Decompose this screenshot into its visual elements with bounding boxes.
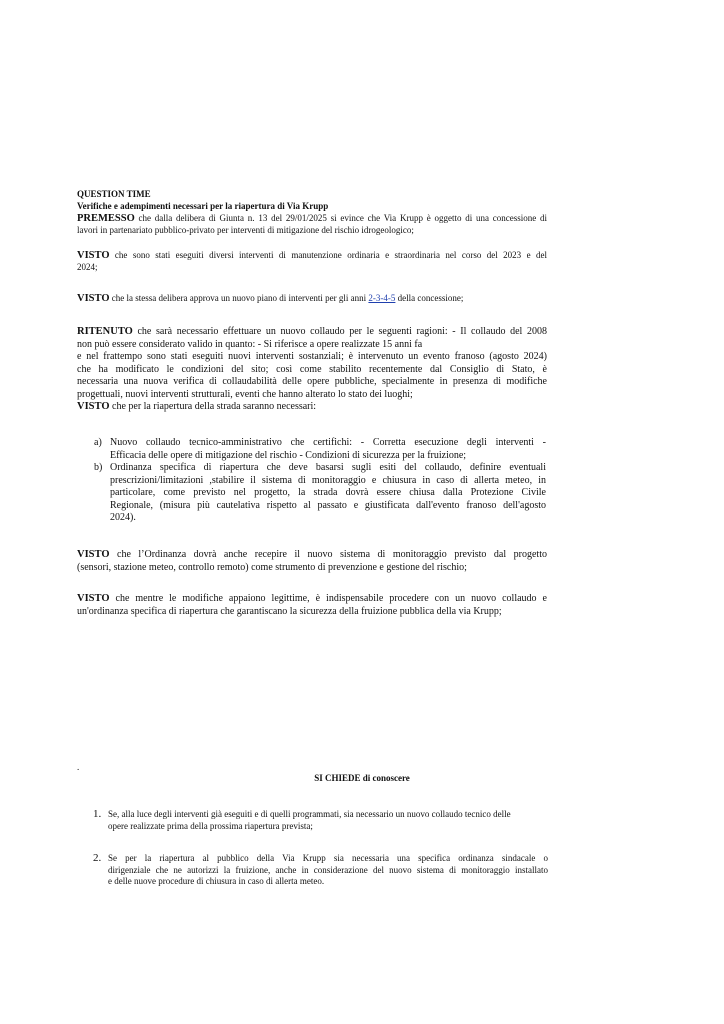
visto-5-line-1: che mentre le modifiche appaiono legittime, è indispensabile procedere con un nuovo collaudo e bbox=[109, 593, 547, 604]
question-marker-1: 1. bbox=[93, 808, 102, 820]
si-chiede-heading bbox=[0, 773, 724, 785]
visto-2-text-after: della concessione; bbox=[395, 293, 464, 303]
visto-paragraph-4 bbox=[77, 549, 547, 574]
document-title: QUESTION TIME bbox=[77, 189, 151, 199]
visto-5-line-2: un'ordinanza specifica di riapertura che garantiscano la sicurezza della fruizione pubblica della via Krupp; bbox=[77, 605, 502, 617]
visto-2-lead: VISTO bbox=[77, 293, 110, 304]
visto-2-text-before: che la stessa delibera approva un nuovo piano di interventi per gli anni bbox=[109, 293, 369, 303]
interventions-years-link[interactable]: 2-3-4-5 bbox=[368, 293, 396, 303]
list-item-b-line-3: particolare, come previsto nel progetto, la strada dovrà essere chiusa dalla Protezione Civile bbox=[110, 487, 546, 498]
visto-4-line-2: (sensori, stazione meteo, controllo remoto) come strumento di prevenzione e gestione del rischio; bbox=[77, 561, 467, 573]
question-marker-2: 2. bbox=[93, 852, 102, 864]
stray-dot: . bbox=[77, 762, 80, 772]
premesso-line-2: lavori in partenariato pubblico-privato per interventi di mitigazione del rischio idrogeologico; bbox=[77, 224, 414, 235]
question-2-line-1: Se per la riapertura al pubblico della Via Krupp sia necessaria una specifica ordinanza sindacale o bbox=[108, 853, 548, 863]
premesso-lead: PREMESSO bbox=[77, 213, 135, 224]
question-1-line-2: opere realizzate prima della prossima riapertura prevista; bbox=[108, 820, 313, 831]
list-marker-a: a) bbox=[94, 437, 102, 448]
visto-1-line-1: che sono stati eseguiti diversi interventi di manutenzione ordinaria e straordinaria nel corso del 2023 e del bbox=[109, 250, 547, 260]
list-item-b-line-1: Ordinanza specifica di riapertura che deve basarsi sugli esiti del collaudo, definire eventuali bbox=[110, 462, 546, 473]
visto-5-lead: VISTO bbox=[77, 593, 110, 604]
visto-4-lead: VISTO bbox=[77, 549, 110, 560]
ritenuto-line-4: che ha modificato le condizioni del sito; così come stabilito recentemente dal Consiglio di Stato, è bbox=[77, 363, 547, 375]
ritenuto-line-3: e nel frattempo sono stati eseguiti nuovi interventi sostanziali; è intervenuto un evento franoso (agosto 2024) bbox=[77, 351, 547, 362]
visto-4-line-1: che l’Ordinanza dovrà anche recepire il nuovo sistema di monitoraggio previsto dal progetto bbox=[109, 549, 547, 560]
list-item-b-line-4: Regionale, (misura più cautelativa rispetto al passato e giustificata dall'evento franoso dell'agosto bbox=[110, 499, 546, 511]
visto-paragraph-2 bbox=[77, 293, 547, 305]
ritenuto-paragraph bbox=[77, 326, 547, 414]
ritenuto-line-1: che sarà necessario effettuare un nuovo collaudo per le seguenti ragioni: - Il collaudo del 2008 bbox=[132, 326, 547, 337]
si-chiede-text: di conoscere bbox=[360, 773, 410, 783]
list-item-a-line-2: Efficacia delle opere di mitigazione del rischio - Condizioni di sicurezza per la fruizione; bbox=[110, 449, 467, 461]
list-item-a-line-1: Nuovo collaudo tecnico-amministrativo che certifichi: - Corretta esecuzione degli interventi - bbox=[110, 437, 546, 448]
question-2-line-2: dirigenziale che ne autorizzi la fruizione, anche in considerazione del nuovo sistema di monitoraggio installato bbox=[108, 864, 548, 875]
ritenuto-lead: RITENUTO bbox=[77, 326, 133, 337]
ritenuto-line-5: necessaria una nuova verifica di collaudabilità delle opere pubbliche, specialmente in presenza di modifiche bbox=[77, 376, 547, 387]
si-chiede-lead: SI CHIEDE bbox=[314, 773, 361, 783]
visto-paragraph-5 bbox=[77, 593, 547, 618]
ritenuto-line-2: non può essere considerato valido in quanto: - Si riferisce a opere realizzate 15 anni fa bbox=[77, 338, 423, 350]
document-subtitle: Verifiche e adempimenti necessari per la riapertura di Via Krupp bbox=[77, 200, 329, 211]
ritenuto-line-6: progettuali, nuovi interventi strutturali, eventi che hanno alterato lo stato dei luoghi; bbox=[77, 388, 413, 400]
document-header bbox=[77, 189, 547, 212]
list-marker-b: b) bbox=[94, 462, 103, 473]
list-item-b-line-5: 2024). bbox=[110, 512, 136, 523]
question-2-line-3: e delle nuove procedure di chiusura in caso di allerta meteo. bbox=[108, 876, 325, 886]
list-item-b-line-2: prescrizioni/limitazioni ,stabilire il sistema di monitoraggio e chiusura in caso di allerta meteo, in bbox=[110, 474, 546, 486]
visto-3-lead: VISTO bbox=[77, 401, 110, 412]
visto-3-text: che per la riapertura della strada saranno necessari: bbox=[109, 401, 317, 412]
question-2 bbox=[108, 853, 548, 888]
visto-paragraph-1 bbox=[77, 250, 547, 273]
visto-1-lead: VISTO bbox=[77, 250, 110, 261]
premesso-line-1: che dalla delibera di Giunta n. 13 del 29/01/2025 si evince che Via Krupp è oggetto di una concessione di bbox=[134, 213, 547, 223]
question-1 bbox=[108, 809, 548, 832]
question-1-line-1: Se, alla luce degli interventi già eseguiti e di quelli programmati, sia necessario un nuovo collaudo tecnico delle bbox=[108, 809, 511, 819]
visto-1-line-2: 2024; bbox=[77, 261, 98, 272]
premesso-paragraph bbox=[77, 213, 547, 236]
